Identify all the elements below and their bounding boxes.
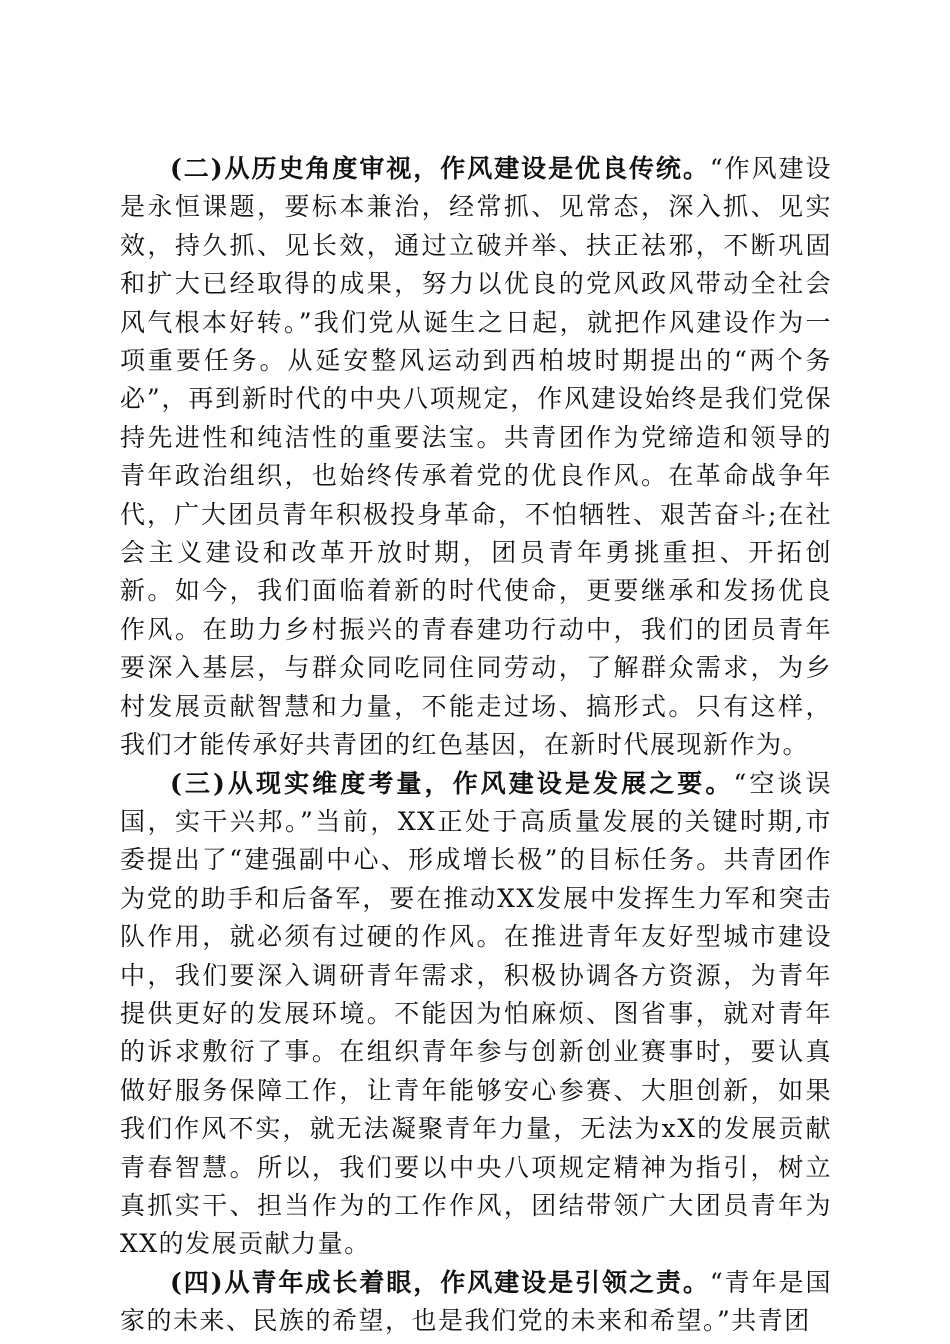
- paragraph-reality: [120, 765, 832, 1264]
- document-body: [120, 150, 832, 1341]
- paragraph-heading: (三)从现实维度考量，作风建设是发展之要。: [170, 768, 734, 798]
- paragraph-text: “青年是国家的未来、民族的希望，也是我们党的未来和希望。”共青团: [120, 1267, 832, 1336]
- paragraph-heading: (二)从历史角度审视，作风建设是优良传统。: [170, 154, 710, 183]
- paragraph-history: [120, 150, 832, 765]
- paragraph-heading: (四)从青年成长着眼，作风建设是引领之责。: [170, 1267, 710, 1297]
- paragraph-text: “作风建设是永恒课题，要标本兼治，经常抓、见常态，深入抓、见实效，持久抓、见长效，通过立破并举、扶正祛邪，不断巩固和扩大已经取得的成果，努力以优良的党风政风带动全社会风气根本好转。”我们党从诞生之日起，就把作风建设作为一项重要任务。从延安整风运动到西柏坡时期提出的“两个务必”，再到新时代的中央八项规定，作风建设始终是我们党保持先进性和纯洁性的重要法宝。共青团作为党缔造和领导的青年政治组织，也始终传承着党的优良作风。在革命战争年代，广大团员青年积极投身革命，不怕牺牲、艰苦奋斗;在社会主义建设和改革开放时期，团员青年勇挑重担、开拓创新。如今，我们面临着新的时代使命，更要继承和发扬优良作风。在助力乡村振兴的青春建功行动中，我们的团员青年要深入基层，与群众同吃同住同劳动，了解群众需求，为乡村发展贡献智慧和力量，不能走过场、搞形式。只有这样，我们才能传承好共青团的红色基因，在新时代展现新作为。: [120, 154, 832, 760]
- paragraph-text: “空谈误国，实干兴邦。”当前，XX正处于高质量发展的关键时期,市委提出了“建强副中心、形成增长极”的目标任务。共青团作为党的助手和后备军，要在推动XX发展中发挥生力军和突击队作用，就必须有过硬的作风。在推进青年友好型城市建设中，我们要深入调研青年需求，积极协调各方资源，为青年提供更好的发展环境。不能因为怕麻烦、图省事，就对青年的诉求敷衍了事。在组织青年参与创新创业赛事时，要认真做好服务保障工作，让青年能够安心参赛、大胆创新，如果我们作风不实，就无法凝聚青年力量，无法为xX的发展贡献青春智慧。所以，我们要以中央八项规定精神为指引，树立真抓实干、担当作为的工作作风，团结带领广大团员青年为XX的发展贡献力量。: [120, 768, 832, 1259]
- paragraph-youth: [120, 1264, 832, 1341]
